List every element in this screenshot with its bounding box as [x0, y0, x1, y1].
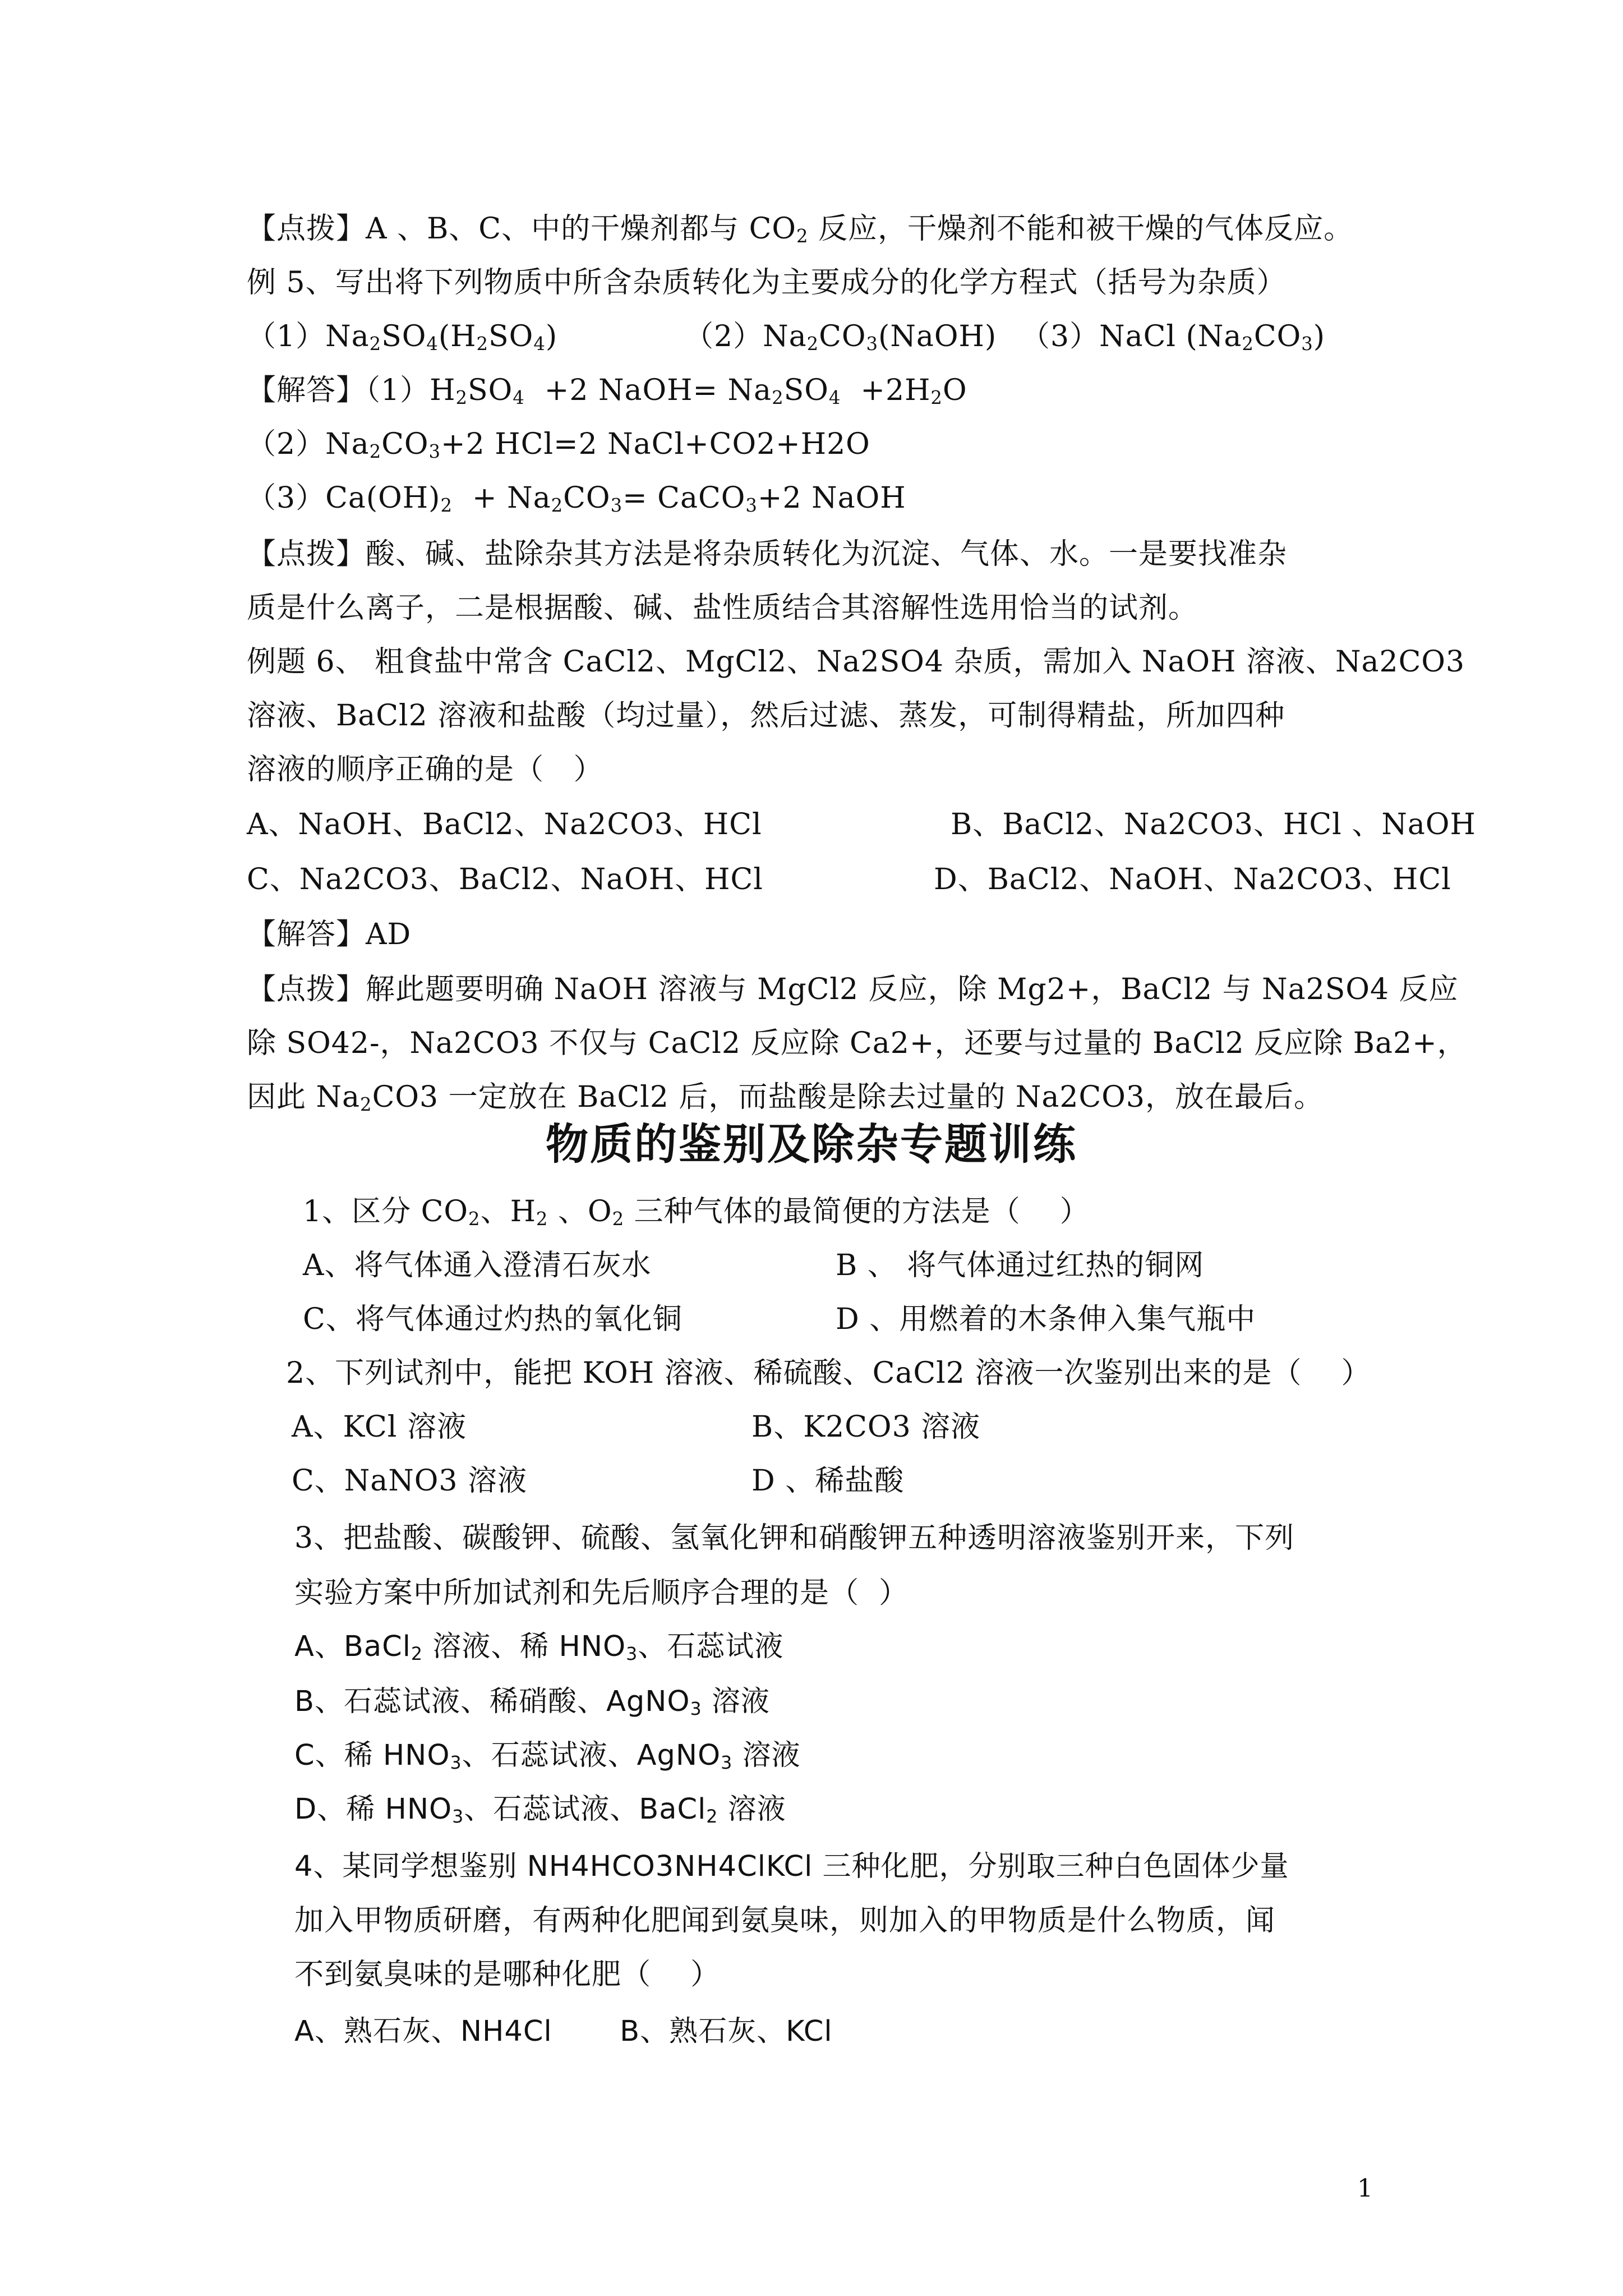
example-6-answer: 【解答】AD [247, 918, 412, 951]
question-3-stem-line-1: 3、把盐酸、碳酸钾、硫酸、氢氧化钾和硝酸钾五种透明溶液鉴别开来，下列 [294, 1521, 1295, 1555]
question-4-stem-line-1: 4、某同学想鉴别 NH4HCO3NH4ClKCl 三种化肥，分别取三种白色固体少量 [294, 1850, 1289, 1883]
example-6-option-d: D、BaCl2、NaOH、Na2CO3、HCl [934, 863, 1451, 896]
hint-line: 【点拨】A 、B、C、中的干燥剂都与 $CO_2$ 反应，干燥剂不能和被干燥的气体反应。 [247, 212, 1354, 247]
question-2-option-a: A、KCl 溶液 [292, 1410, 467, 1444]
example-6-hint-line-1: 【点拨】解此题要明确 NaOH 溶液与 MgCl2 反应，除 Mg2+，BaCl2 与 Na2SO4 反应 [247, 973, 1459, 1006]
page-number: 1 [1357, 2174, 1373, 2203]
hint-paragraph-line-2: 质是什么离子，二是根据酸、碱、盐性质结合其溶解性选用恰当的试剂。 [247, 591, 1198, 625]
example-5-question: 例 5、写出将下列物质中所含杂质转化为主要成分的化学方程式（括号为杂质） [247, 266, 1287, 300]
section-title: 物质的鉴别及除杂专题训练 [546, 1119, 1077, 1169]
question-3-option-d: D、稀 $HNO_3$、石蕊试液、BaCl$_2$ 溶液 [294, 1793, 786, 1827]
answer-line-3: $(3)Ca(OH)_2 + Na_2CO_3=$ CaCO$_3$+2 NaOH [247, 481, 906, 517]
question-2-stem: 2、下列试剂中，能把 KOH 溶液、稀硫酸、CaCl2 溶液一次鉴别出来的是（ ） [286, 1356, 1371, 1390]
example-6-option-c: C、Na2CO3、BaCl2、NaOH、HCl [247, 863, 763, 896]
example-5-item-3: （3）NaCl $(Na_2CO_3)$ [1021, 320, 1326, 355]
question-4-stem-line-3: 不到氨臭味的是哪种化肥（ ） [294, 1958, 721, 1991]
example-5-item-1: $(1)Na_2SO_4(H_2SO_4)$ [247, 320, 558, 355]
question-4-options: A、熟石灰、NH4Cl B、熟石灰、KCl [294, 2015, 833, 2048]
question-1-option-a: A、将气体通入澄清石灰水 [303, 1249, 652, 1282]
example-6-line-1: 例题 6、 粗食盐中常含 CaCl2、MgCl2、Na2SO4 杂质，需加入 NaOH 溶液、Na2CO3 [247, 645, 1465, 679]
question-1-option-c: C、将气体通过灼热的氧化铜 [303, 1303, 683, 1336]
question-3-option-c: C、稀 $HNO_3$、石蕊试液、AgNO$_3$ 溶液 [294, 1739, 801, 1773]
question-2-option-d: D 、稀盐酸 [751, 1464, 905, 1498]
question-3-option-b: B、石蕊试液、稀硝酸、AgNO$_3$ 溶液 [294, 1685, 770, 1719]
question-1-stem: 1、区分 $CO_2$、$H_2$ 、$O_2$ 三种气体的最简便的方法是（ ） [303, 1195, 1090, 1230]
hint-paragraph-line-1: 【点拨】酸、碱、盐除杂其方法是将杂质转化为沉淀、气体、水。一是要找准杂 [247, 537, 1288, 571]
answer-line-2: $(2)Na_2CO_3+2$ HCl=2 NaCl+CO2+H2O [247, 427, 870, 463]
question-2-option-c: C、NaNO3 溶液 [292, 1464, 528, 1498]
question-3-stem-line-2: 实验方案中所加试剂和先后顺序合理的是（ ） [294, 1576, 909, 1610]
example-6-option-a: A、NaOH、BaCl2、Na2CO3、HCl [247, 808, 762, 841]
answer-line-1: 【解答】$(1)H_2SO_4 +2$ NaOH= $Na_2SO_4 +2H_2O$ [247, 374, 967, 409]
question-2-option-b: B、K2CO3 溶液 [751, 1410, 981, 1444]
question-4-stem-line-2: 加入甲物质研磨，有两种化肥闻到氨臭味，则加入的甲物质是什么物质，闻 [294, 1904, 1276, 1938]
question-1-option-d: D 、用燃着的木条伸入集气瓶中 [836, 1303, 1256, 1336]
example-6-hint-line-2: 除 SO42-，Na2CO3 不仅与 CaCl2 反应除 Ca2+，还要与过量的 BaCl2 反应除 Ba2+， [247, 1027, 1467, 1060]
example-6-hint-line-3: 因此 $Na_2CO3$ 一定放在 BaCl2 后，而盐酸是除去过量的 Na2CO3，放在最后。 [247, 1080, 1324, 1116]
example-6-option-b: B、BaCl2、Na2CO3、HCl 、NaOH [951, 808, 1476, 841]
example-6-line-2: 溶液、BaCl2 溶液和盐酸（均过量），然后过滤、蒸发，可制得精盐，所加四种 [247, 699, 1285, 733]
example-5-item-2: $(2)Na_2CO_3(NaOH)$ [684, 320, 997, 355]
example-6-line-3: 溶液的顺序正确的是（ ） [247, 753, 603, 786]
question-3-option-a: A、BaCl$_2$ 溶液、稀 $HNO_3$、石蕊试液 [294, 1630, 784, 1664]
question-1-option-b: B 、 将气体通过红热的铜网 [836, 1249, 1205, 1282]
